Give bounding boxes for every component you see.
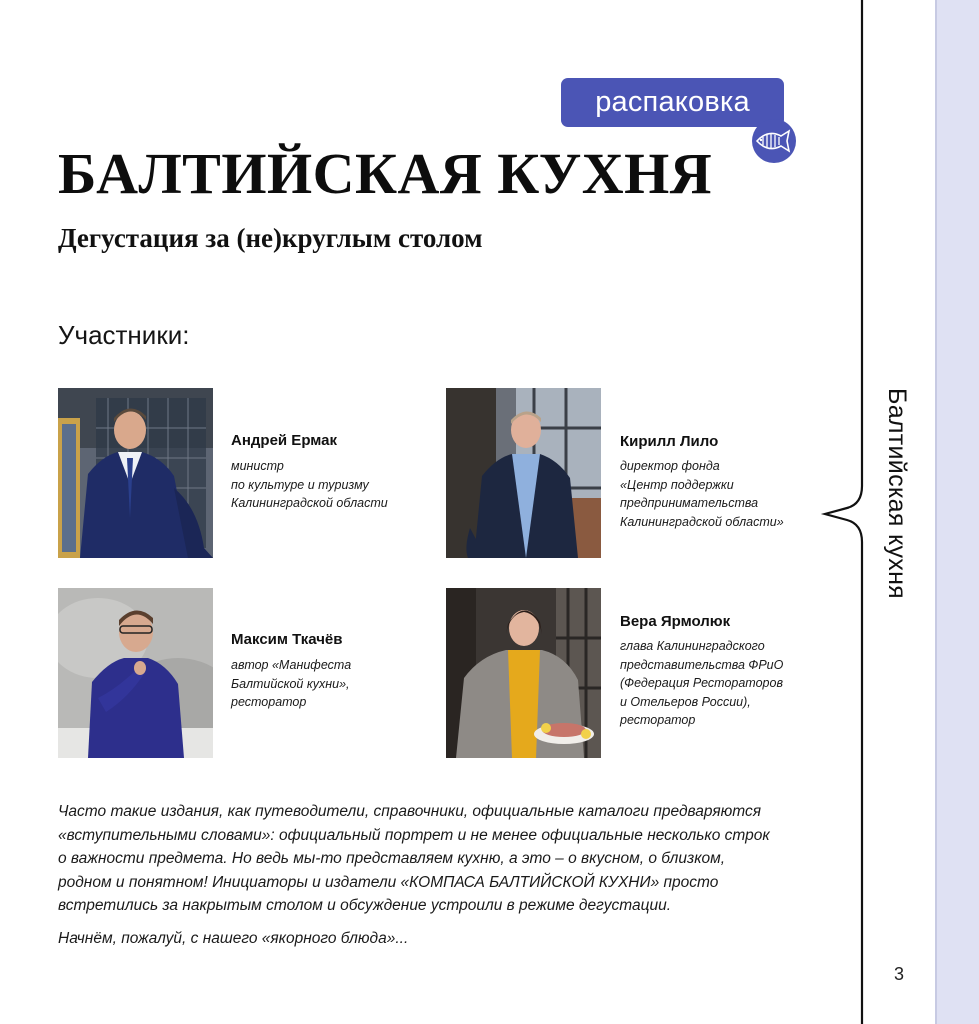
closing-paragraph: Начнём, пожалуй, с нашего «якорного блюда»... [58, 930, 409, 947]
page-number: 3 [893, 964, 904, 984]
section-badge: распаковка [561, 78, 784, 127]
participant-name: Андрей Ермак [231, 432, 338, 449]
participant-name: Кирилл Лило [620, 433, 719, 450]
participant-role: автор «Манифеста Балтийской кухни», ресторатор [231, 658, 352, 709]
participant-name: Вера Ярмолюк [620, 613, 731, 630]
participant-photo [446, 388, 601, 558]
page-title: БАЛТИЙСКАЯ КУХНЯ [58, 141, 713, 206]
compass-fish-logo-icon [751, 118, 797, 164]
participant-photo [58, 588, 213, 758]
page-subtitle: Дегустация за (не)круглым столом [58, 223, 483, 253]
side-strip-divider [935, 0, 937, 1024]
participant-role: директор фонда «Центр поддержки предпринимательства Калининградской области» [620, 459, 784, 529]
participant-role: министр по культуре и туризму Калининградской области [231, 459, 388, 510]
side-strip [937, 0, 979, 1024]
participants-heading: Участники: [58, 320, 190, 350]
participant-role: глава Калининградского представительства ФРиО (Федерация Рестораторов и Отельеров России), ресторатор [620, 639, 784, 727]
participant-photo [446, 588, 601, 758]
participant-photo [58, 388, 213, 558]
participant-name: Максим Ткачёв [231, 631, 343, 648]
section-title-vertical: Балтийская кухня [883, 388, 911, 600]
intro-paragraph: Часто такие издания, как путеводители, справочники, официальные каталоги предваряются «вступительными словами»: официальный портрет и не менее официальные несколько строк о важности предмета. Но ведь мы-то представляем кухню, а это – о вкусном, о близком, родном и понятном! Инициаторы и издатели «КОМПАСА БАЛТИЙСКОЙ КУХНИ» просто встретились за накрытым столом и обсуждение устроили в режиме дегустации. [58, 803, 770, 914]
